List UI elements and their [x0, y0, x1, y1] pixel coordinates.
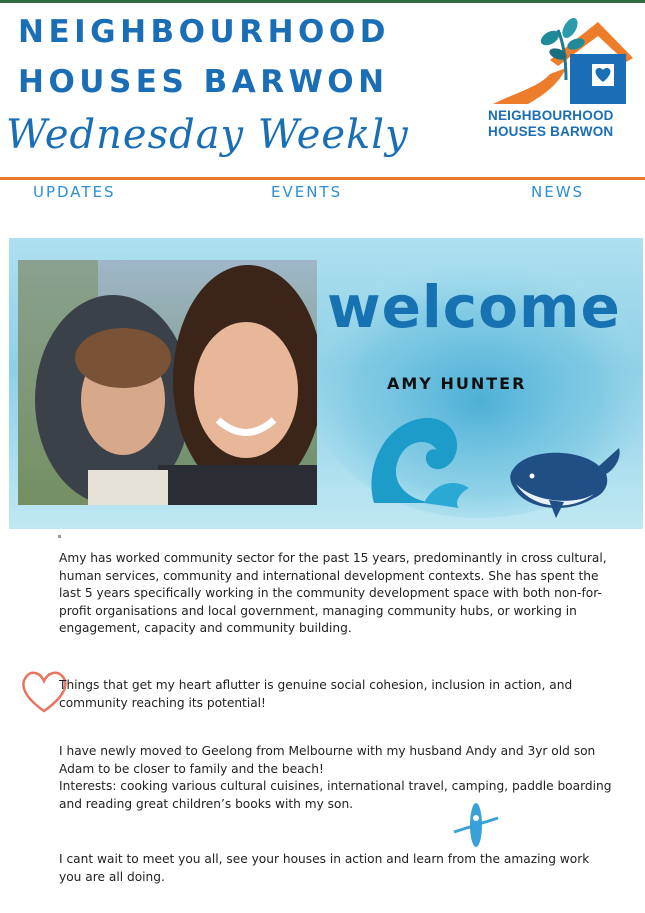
- welcome-heading: welcome: [327, 273, 621, 341]
- amy-hunter-photo: [18, 260, 317, 505]
- whale-icon: [494, 428, 624, 523]
- kayak-icon: [452, 800, 500, 850]
- nav-news-link[interactable]: NEWS: [531, 183, 585, 201]
- closing-paragraph: I cant wait to meet you all, see your houses in action and learn from the amazing work you are all doing.: [59, 852, 590, 884]
- interests-paragraph: [59, 743, 614, 813]
- newsletter-title-line2: HOUSES BARWON: [18, 64, 389, 100]
- heart-paragraph: Things that get my heart aflutter is genuine social cohesion, inclusion in action, and community reaching its potential!: [59, 678, 573, 710]
- wave-icon: [364, 408, 474, 513]
- newsletter-title-line1: NEIGHBOURHOOD: [18, 14, 390, 50]
- newsletter-subtitle: Wednesday Weekly: [6, 112, 409, 158]
- bio-paragraph: Amy has worked community sector for the past 15 years, predominantly in cross cultural, human services, community and international development contexts. She has spent the last 5 years specifically working in the community development space with both non-for-profit organisations and local government, managing community hubs, or working in engagement, capacity and community building.: [59, 551, 607, 636]
- move-text: I have newly moved to Geelong from Melbourne with my husband Andy and 3yr old son Adam to be closer to family and the beach!: [59, 744, 596, 776]
- welcome-banner: [9, 238, 643, 529]
- logo-text-line1: NEIGHBOURHOOD: [488, 108, 614, 123]
- nav-updates-link[interactable]: UPDATES: [33, 183, 116, 201]
- interests-text: Interests: cooking various cultural cuisines, international travel, camping, paddle boarding and reading great children’s books with my son.: [59, 779, 612, 811]
- person-name: AMY HUNTER: [387, 374, 527, 393]
- bullet-mark: [58, 535, 61, 538]
- header-divider: [0, 177, 645, 180]
- nav-events-link[interactable]: EVENTS: [271, 183, 343, 201]
- top-border: [0, 0, 645, 3]
- logo-text-line2: HOUSES BARWON: [488, 124, 614, 139]
